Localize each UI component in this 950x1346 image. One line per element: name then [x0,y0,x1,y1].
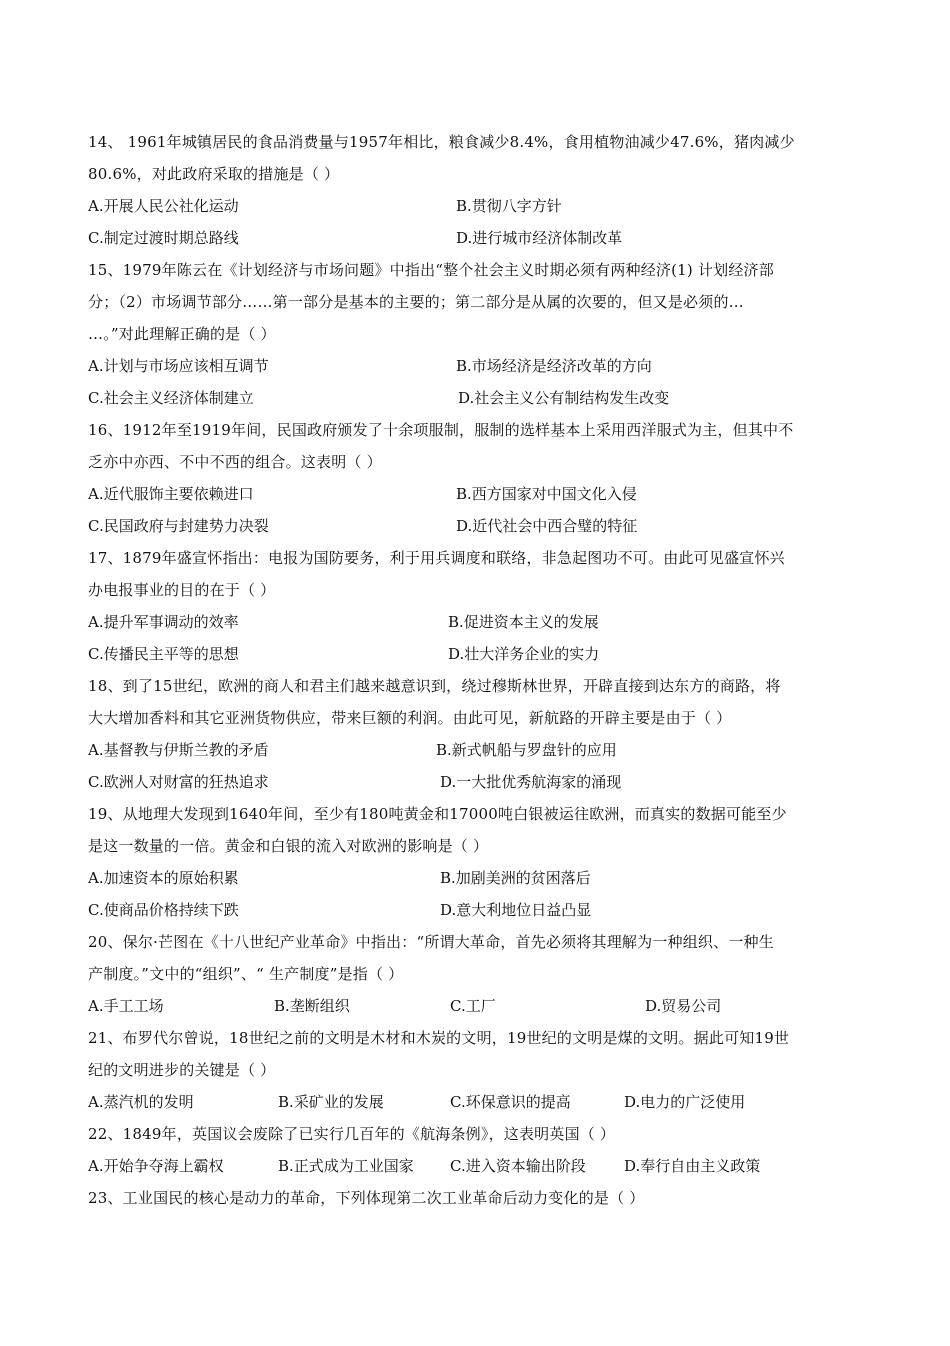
option-c: C.使商品价格持续下跌 [88,901,239,919]
question-stem-line: 乏亦中亦西、不中不西的组合。这表明（ ） [88,453,382,471]
option-d: D.电力的广泛使用 [624,1093,746,1111]
options-row [88,990,863,1022]
question-stem-line: 80.6%，对此政府采取的措施是（ ） [88,165,340,183]
question-23 [88,1182,863,1214]
option-a: A.开始争夺海上霸权 [88,1157,224,1175]
question-stem-line: 分；（2）市场调节部分……第一部分是基本的主要的；第二部分是从属的次要的，但又是必须的… [88,293,744,311]
option-c: C.社会主义经济体制建立 [88,389,254,407]
option-c: C.制定过渡时期总路线 [88,229,239,247]
question-stem-line: 21、布罗代尔曾说，18世纪之前的文明是木材和木炭的文明，19世纪的文明是煤的文明。据此可知19世 [88,1029,790,1047]
question-15 [88,254,863,414]
options-row [88,638,863,670]
option-c: C.欧洲人对财富的狂热追求 [88,773,269,791]
options-row [88,510,863,542]
option-b: B.采矿业的发展 [278,1093,384,1111]
option-b: B.促进资本主义的发展 [448,613,599,631]
option-a: A.提升军事调动的效率 [88,613,239,631]
question-stem-line: …。”对此理解正确的是（ ） [88,325,276,343]
option-c: C.环保意识的提高 [450,1093,571,1111]
options-row [88,382,863,414]
question-19 [88,798,863,926]
question-stem-line: 18、到了15世纪，欧洲的商人和君主们越来越意识到，绕过穆斯林世界，开辟直接到达东方的商路，将 [88,677,781,695]
question-stem-line: 产制度。”文中的“组织”、“ 生产制度”是指（ ） [88,965,404,983]
option-d: D.一大批优秀航海家的涌现 [440,773,622,791]
option-a: A.计划与市场应该相互调节 [88,357,269,375]
option-c: C.传播民主平等的思想 [88,645,239,663]
option-d: D.社会主义公有制结构发生改变 [458,389,670,407]
question-stem-line: 16、1912年至1919年间，民国政府颁发了十余项服制，服制的选样基本上采用西洋服式为主，但其中不 [88,421,794,439]
question-22 [88,1118,863,1182]
options-row [88,766,863,798]
question-stem-line: 22、1849年，英国议会废除了已实行几百年的《航海条例》，这表明英国（ ） [88,1125,616,1143]
option-a: A.手工工场 [88,997,164,1015]
option-a: A.蒸汽机的发明 [88,1093,194,1111]
question-stem-line: 19、从地理大发现到1640年间，至少有180吨黄金和17000吨白银被运往欧洲，而真实的数据可能至少 [88,805,787,823]
question-14 [88,126,863,254]
question-stem-line: 办电报事业的目的在于（ ） [88,581,276,599]
question-stem-line: 20、保尔·芒图在《十八世纪产业革命》中指出：“所谓大革命，首先必须将其理解为一种组织、一种生 [88,933,774,951]
question-stem-line: 14、 1961年城镇居民的食品消费量与1957年相比，粮食减少8.4%，食用植物油减少47.6%，猪肉减少 [88,133,795,151]
question-21 [88,1022,863,1118]
options-row [88,190,863,222]
option-d: D.意大利地位日益凸显 [440,901,592,919]
question-17 [88,542,863,670]
option-d: D.近代社会中西合璧的特征 [456,517,638,535]
option-b: B.加剧美洲的贫困落后 [440,869,591,887]
option-b: B.正式成为工业国家 [278,1157,414,1175]
options-row [88,1150,863,1182]
options-row [88,350,863,382]
question-stem-line: 纪的文明进步的关键是（ ） [88,1061,276,1079]
option-b: B.西方国家对中国文化入侵 [456,485,637,503]
options-row [88,1086,863,1118]
question-stem-line: 15、1979年陈云在《计划经济与市场问题》中指出“整个社会主义时期必须有两种经济(1) 计划经济部 [88,261,774,279]
options-row [88,606,863,638]
question-20 [88,926,863,1022]
option-c: C.工厂 [450,997,496,1015]
question-stem-line: 是这一数量的一倍。黄金和白银的流入对欧洲的影响是（ ） [88,837,489,855]
question-stem-line: 大大增加香料和其它亚洲货物供应，带来巨额的利润。由此可见，新航路的开辟主要是由于（ ） [88,709,732,727]
option-c: C.进入资本输出阶段 [450,1157,586,1175]
option-a: A.基督教与伊斯兰教的矛盾 [88,741,269,759]
option-c: C.民国政府与封建势力决裂 [88,517,269,535]
options-row [88,734,863,766]
options-row [88,862,863,894]
option-d: D.奉行自由主义政策 [624,1157,761,1175]
option-a: A.近代服饰主要依赖进口 [88,485,254,503]
option-d: D.壮大洋务企业的实力 [448,645,600,663]
option-d: D.贸易公司 [645,997,722,1015]
option-a: A.加速资本的原始积累 [88,869,239,887]
options-row [88,478,863,510]
option-b: B.贯彻八字方针 [456,197,562,215]
options-row [88,894,863,926]
option-b: B.市场经济是经济改革的方向 [456,357,652,375]
question-18 [88,670,863,798]
option-b: B.垄断组织 [274,997,350,1015]
question-stem-line: 23、工业国民的核心是动力的革命，下列体现第二次工业革命后动力变化的是（ ） [88,1189,645,1207]
options-row [88,222,863,254]
question-stem-line: 17、1879年盛宣怀指出：电报为国防要务，利于用兵调度和联络，非急起图功不可。由此可见盛宣怀兴 [88,549,785,567]
option-d: D.进行城市经济体制改革 [456,229,623,247]
option-b: B.新式帆船与罗盘针的应用 [436,741,617,759]
question-16 [88,414,863,542]
option-a: A.开展人民公社化运动 [88,197,239,215]
